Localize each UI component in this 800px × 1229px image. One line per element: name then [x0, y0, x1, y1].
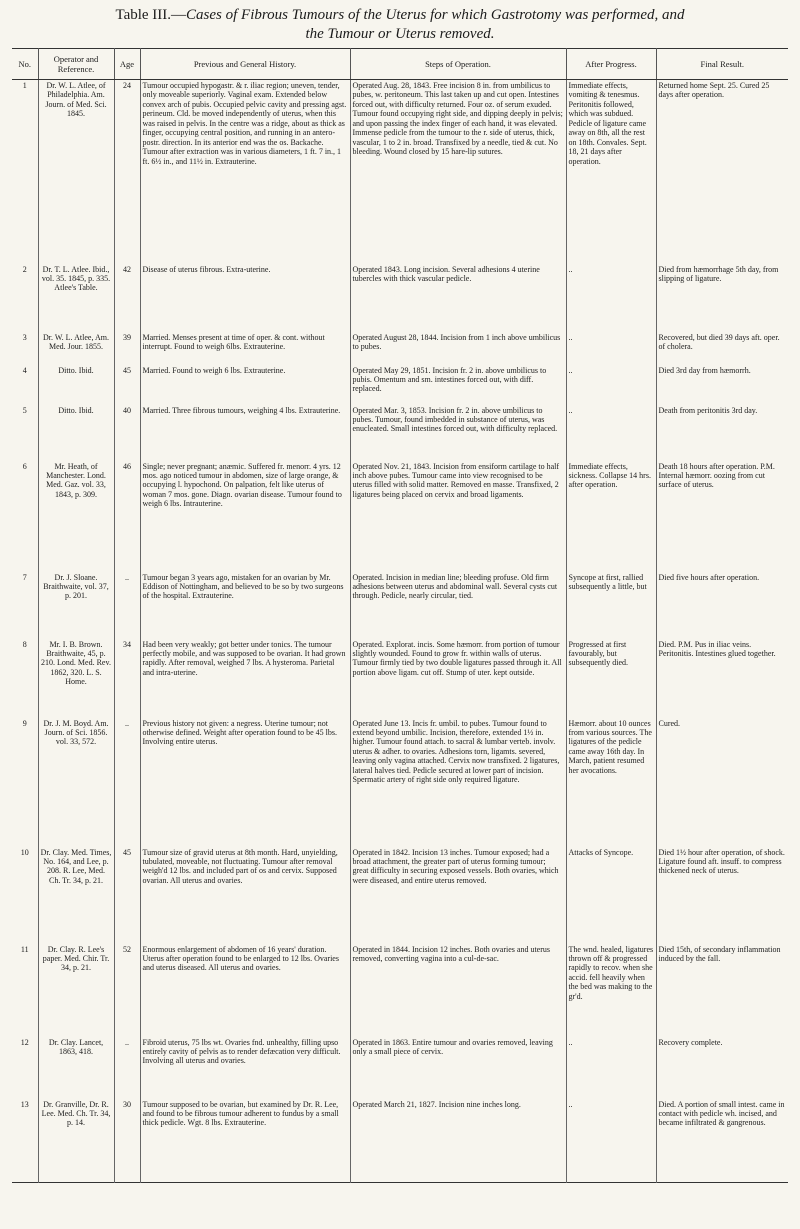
- case-progress: Immediate effects, sickness. Collapse 14 hrs. after operation.: [566, 461, 656, 572]
- case-number: 12: [20, 1037, 29, 1047]
- table-row: [12, 332, 788, 365]
- case-age: 45: [114, 847, 140, 944]
- case-operator: Dr. W. L. Atlee, of Philadelphia. Am. Journ. of Med. Sci. 1845.: [38, 80, 114, 264]
- case-result: Cured.: [656, 718, 788, 847]
- case-steps: Operated in 1844. Incision 12 inches. Both ovaries and uterus removed, converting vagina into a cul-de-sac.: [350, 944, 566, 1037]
- case-operator: Mr. I. B. Brown. Braithwaite, 45, p. 210. Lond. Med. Rev. 1862, 320. L. S. Home.: [38, 639, 114, 718]
- table-title: [0, 6, 800, 44]
- table-row: [12, 639, 788, 718]
- case-history: Tumour began 3 years ago, mistaken for an ovarian by Mr. Eddison of Nottingham, and believed to be so by two surgeons of the hospital. Extrauterine.: [140, 572, 350, 639]
- title-line-2: the Tumour or Uterus removed.: [305, 26, 495, 42]
- case-operator: Dr. W. L. Atlee, Am. Med. Jour. 1855.: [38, 332, 114, 365]
- case-age: 52: [114, 944, 140, 1037]
- case-progress: ..: [566, 1099, 656, 1183]
- case-number: 11: [20, 944, 29, 954]
- case-steps: Operated June 13. Incis fr. umbil. to pubes. Tumour found to extend beyond umbilic. Incision, therefore, extended 1½ in. higher. Tumour found attach. to sacral & lumbar verteb. involv. uterus & adher. to ovaries. Adhesions torn, ligamts. severed, leaving only vagina attached. Cervix now transfixed. 2 ligatures, lateral halves tied. Pedicle secured at lower part of incision. Spermatic artery of right side only required ligature.: [350, 718, 566, 847]
- case-result: Died 1½ hour after operation, of shock. Ligature found aft. insuff. to compress thickened neck of uterus.: [656, 847, 788, 944]
- case-history: Enormous enlargement of abdomen of 16 years' duration. Uterus after operation found to be enlarged to 12 lbs. Ovaries and uterus diseased. All uterus and ovaries.: [140, 944, 350, 1037]
- case-progress: Attacks of Syncope.: [566, 847, 656, 944]
- case-steps: Operated March 21, 1827. Incision nine inches long.: [350, 1099, 566, 1183]
- case-result: Recovery complete.: [656, 1037, 788, 1099]
- case-progress: ..: [566, 1037, 656, 1099]
- case-number: 8: [22, 639, 27, 649]
- case-history: Fibroid uterus, 75 lbs wt. Ovaries fnd. unhealthy, filling upso entirely cavity of pelvis as to render defæcation very difficult. Involving all uterus and ovaries.: [140, 1037, 350, 1099]
- table-row: [12, 1099, 788, 1183]
- case-progress: Syncope at first, rallied subsequently a little, but: [566, 572, 656, 639]
- case-age: 34: [114, 639, 140, 718]
- case-number: 2: [22, 264, 27, 274]
- case-operator: Dr. Clay. Lancet, 1863, 418.: [38, 1037, 114, 1099]
- case-steps: Operated. Explorat. incis. Some hæmorr. from portion of tumour slightly wounded. Found to grow fr. within walls of uterus. Tumour firmly tied by two double ligatures passed through it. All portion above ligam. cut off. Stump of uter. kept outside.: [350, 639, 566, 718]
- title-italic-1: Cases of Fibrous Tumours of the Uterus for which Gastrotomy was performed, and: [186, 7, 685, 23]
- case-history: Had been very weakly; got better under tonics. The tumour perfectly mobile, and was supposed to be ovarian. It had grown rapidly. After removal, weighed 7 lbs. A hysteroma. Parietal and intra-uterine.: [140, 639, 350, 718]
- case-steps: Operated Mar. 3, 1853. Incision fr. 2 in. above umbilicus to pubes. Tumour, found imbedded in substance of uterus, was enucleated. Small intestines forced out, with difficulty replaced.: [350, 405, 566, 461]
- case-number: 13: [20, 1099, 29, 1109]
- case-steps: Operated August 28, 1844. Incision from 1 inch above umbilicus to pubes.: [350, 332, 566, 365]
- case-result: Died. A portion of small intest. came in contact with pedicle wh. incised, and became infiltrated & gangrenous.: [656, 1099, 788, 1183]
- case-operator: Dr. Clay. R. Lee's paper. Med. Chir. Tr. 34, p. 21.: [38, 944, 114, 1037]
- case-result: Recovered, but died 39 days aft. oper. of cholera.: [656, 332, 788, 365]
- case-history: Single; never pregnant; anæmic. Suffered fr. menorr. 4 yrs. 12 mos. ago noticed tumour in abdomen, size of large orange, & occupying l. hypochond. On palpation, felt like uterus of woman 7 mos. gone. Diagn. ovarian disease. Tumour found to weigh 6 lbs. Intrauterine.: [140, 461, 350, 572]
- case-steps: Operated 1843. Long incision. Several adhesions 4 uterine tubercles with thick vascular pedicle.: [350, 264, 566, 332]
- table-row: [12, 264, 788, 332]
- case-history: Previous history not given: a negress. Uterine tumour; not otherwise defined. Weight after operation found to be 45 lbs. Involving entire uterus.: [140, 718, 350, 847]
- title-prefix: Table III.—: [115, 7, 187, 23]
- case-progress: Hæmorr. about 10 ounces from various sources. The ligatures of the pedicle came away 16th day. In March, patient resumed her avocations.: [566, 718, 656, 847]
- case-progress: ..: [566, 264, 656, 332]
- case-number: 3: [22, 332, 27, 342]
- case-operator: Mr. Heath, of Manchester. Lond. Med. Gaz. vol. 33, 1843, p. 309.: [38, 461, 114, 572]
- title-line-1: [0, 6, 800, 25]
- case-history: Disease of uterus fibrous. Extra-uterine.: [140, 264, 350, 332]
- case-number: 1: [22, 81, 27, 90]
- case-progress: ..: [566, 332, 656, 365]
- case-age: 30: [114, 1099, 140, 1183]
- case-age: 45: [114, 365, 140, 405]
- case-age: 40: [114, 405, 140, 461]
- table-row: [12, 365, 788, 405]
- table-row: [12, 847, 788, 944]
- header-history: Previous and General History.: [140, 49, 350, 80]
- header-progress: After Progress.: [566, 49, 656, 80]
- case-age: 39: [114, 332, 140, 365]
- case-operator: Ditto. Ibid.: [38, 405, 114, 461]
- case-progress: Immediate effects, vomiting & tenesmus. Peritonitis followed, which was subdued. Pedicle of ligature came away on 8th, all the rest on 18th. Convales. Sept. 18, 21 days after operation.: [566, 80, 656, 264]
- case-operator: Dr. Granville, Dr. R. Lee. Med. Ch. Tr. 34, p. 14.: [38, 1099, 114, 1183]
- case-number: 9: [22, 718, 27, 728]
- case-age: 46: [114, 461, 140, 572]
- header-row: [12, 49, 788, 80]
- table-row: [12, 718, 788, 847]
- case-history: Married. Three fibrous tumours, weighing 4 lbs. Extrauterine.: [140, 405, 350, 461]
- case-steps: Operated May 29, 1851. Incision fr. 2 in. above umbilicus to pubis. Omentum and sm. intestines forced out, with diff. replaced.: [350, 365, 566, 405]
- case-progress: Progressed at first favourably, but subsequently died.: [566, 639, 656, 718]
- table-row: [12, 944, 788, 1037]
- cases-table: [12, 48, 788, 1183]
- case-steps: Operated in 1842. Incision 13 inches. Tumour exposed; had a broad attachment, the greater part of uterus forming tumour; great difficulty in securing exposed vessels. Both ovaries, which were diseased, and entire uterus removed.: [350, 847, 566, 944]
- case-result: Death from peritonitis 3rd day.: [656, 405, 788, 461]
- case-number: 4: [22, 365, 27, 375]
- case-history: Married. Menses present at time of oper. & cont. without interrupt. Found to weigh 6lbs. Extrauterine.: [140, 332, 350, 365]
- case-number: 5: [22, 405, 27, 415]
- case-operator: Dr. J. M. Boyd. Am. Journ. of Sci. 1856. vol. 33, 572.: [38, 718, 114, 847]
- case-steps: Operated Aug. 28, 1843. Free incision 8 in. from umbilicus to pubes, w. peritoneum. This last taken up and cut open. Intestines forced out, with difficulty returned. Four oz. of serum exuded. Tumour found occupying right side, and dipping deeply in pelvis; and upon passing the index finger of each hand, it was elevated. Immense pedicle from the tumour to the r. side of uterus, thick, vascular, 1 to 2 in. broad. Transfixed by a needle, tied & cut. No bleeding. Wound closed by 15 hare-lip sutures.: [350, 80, 566, 264]
- case-operator: Dr. J. Sloane. Braithwaite, vol. 37, p. 201.: [38, 572, 114, 639]
- case-result: Died from hæmorrhage 5th day, from slipping of ligature.: [656, 264, 788, 332]
- case-number: 10: [20, 847, 29, 857]
- case-result: Died. P.M. Pus in iliac veins. Peritonitis. Intestines glued together.: [656, 639, 788, 718]
- case-progress: ..: [566, 365, 656, 405]
- case-result: Died five hours after operation.: [656, 572, 788, 639]
- header-no: No.: [12, 49, 38, 80]
- header-result: Final Result.: [656, 49, 788, 80]
- header-age: Age: [114, 49, 140, 80]
- case-number: 7: [22, 572, 27, 582]
- header-operator: Operator and Reference.: [38, 49, 114, 80]
- case-age: 42: [114, 264, 140, 332]
- case-history: Married. Found to weigh 6 lbs. Extrauterine.: [140, 365, 350, 405]
- case-steps: Operated Nov. 21, 1843. Incision from ensiform cartilage to half inch above pubes. Tumour came into view recognised to be uterus filled with solid matter. Removed en masse. Transfixed, 2 ligatures being placed on cervix and broad ligaments.: [350, 461, 566, 572]
- case-age: ..: [114, 1037, 140, 1099]
- case-operator: Dr. Clay. Med. Times, No. 164, and Lee, p. 208. R. Lee, Med. Ch. Tr. 34, p. 21.: [38, 847, 114, 944]
- case-history: Tumour occupied hypogastr. & r. iliac region; uneven, tender, only moveable superiorly. Vaginal exam. Extended below convex arch of pubis. Occupied pelvic cavity and pressing agst. perineum. Cld. be moved independently of uterus, when this was raised in pelvis. In the centre was a ridge, about as thick as finger, occupying central position, and running in an antero-postr. direction. In its anterior end was the os. Backache. Tumour after extraction was in various diameters, 1 ft. 7 in., 1 ft. 6½ in., and 11½ in. Extrauterine.: [140, 80, 350, 264]
- case-result: Death 18 hours after operation. P.M. Internal hæmorr. oozing from cut surface of uterus.: [656, 461, 788, 572]
- table-row: [12, 572, 788, 639]
- case-progress: ..: [566, 405, 656, 461]
- case-steps: Operated in 1863. Entire tumour and ovaries removed, leaving only a small piece of cervix.: [350, 1037, 566, 1099]
- case-steps: Operated. Incision in median line; bleeding profuse. Old firm adhesions between uterus and abdominal wall. Several cysts cut through. Pedicle, nearly circular, tied.: [350, 572, 566, 639]
- case-age: ..: [114, 718, 140, 847]
- case-operator: Ditto. Ibid.: [38, 365, 114, 405]
- table-row: [12, 461, 788, 572]
- case-history: Tumour size of gravid uterus at 8th month. Hard, unyielding, tubulated, moveable, not fluctuating. Tumour after removal weigh'd 12 lbs. and included part of os and cervix. Supposed ovarian. All uterus and ovaries.: [140, 847, 350, 944]
- case-age: 24: [114, 80, 140, 264]
- case-number: 6: [22, 461, 27, 471]
- table-row: [12, 405, 788, 461]
- case-progress: The wnd. healed, ligatures thrown off & progressed rapidly to recov. when she accid. fell heavily when the bed was making to the gr'd.: [566, 944, 656, 1037]
- table-row: [12, 1037, 788, 1099]
- case-result: Died 15th, of secondary inflammation induced by the fall.: [656, 944, 788, 1037]
- case-rows: [12, 80, 788, 1183]
- header-steps: Steps of Operation.: [350, 49, 566, 80]
- case-result: Died 3rd day from hæmorrh.: [656, 365, 788, 405]
- case-result: Returned home Sept. 25. Cured 25 days after operation.: [656, 80, 788, 264]
- case-operator: Dr. T. L. Atlee. Ibid., vol. 35. 1845, p. 335. Atlee's Table.: [38, 264, 114, 332]
- case-age: ..: [114, 572, 140, 639]
- table-row: [12, 80, 788, 264]
- case-history: Tumour supposed to be ovarian, but examined by Dr. R. Lee, and found to be fibrous tumour adherent to fundus by a small thick pedicle. Wgt. 8 lbs. Extrauterine.: [140, 1099, 350, 1183]
